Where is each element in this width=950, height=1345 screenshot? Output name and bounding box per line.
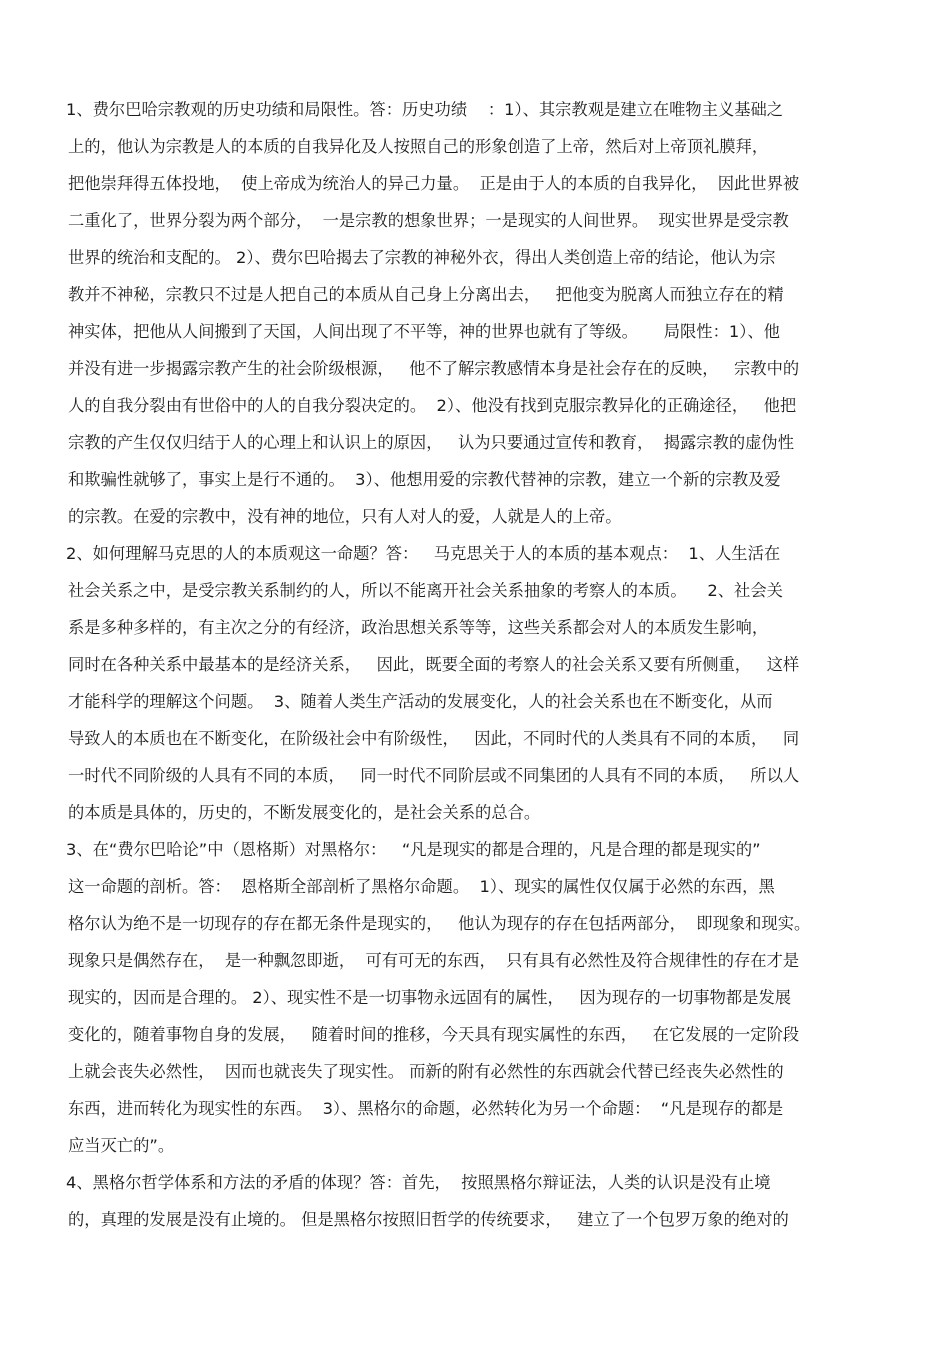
paragraph-1-line: 的宗教。在爱的宗教中，没有神的地位，只有人对人的爱，人就是人的上帝。 (68, 507, 622, 526)
paragraph-2-line: 社会关系之中，是受宗教关系制约的人，所以不能离开社会关系抽象的考察人的本质。 2、社会关 (68, 581, 783, 600)
paragraph-2-line: 才能科学的理解这个问题。 3、随着人类生产活动的发展变化，人的社会关系也在不断变化，从而 (68, 692, 773, 711)
paragraph-1-line: 人的自我分裂由有世俗中的人的自我分裂决定的。 2）、他没有找到克服宗教异化的正确途径， 他把 (68, 396, 797, 415)
paragraph-1-line: 二重化了，世界分裂为两个部分， 一是宗教的想象世界；一是现实的人间世界。 现实世界是受宗教 (68, 211, 789, 230)
paragraph-3-line: 格尔认为绝不是一切现存的存在都无条件是现实的， 他认为现存的存在包括两部分， 即现象和现实。 (68, 914, 811, 933)
paragraph-3-line: 3、在“费尔巴哈论”中（恩格斯）对黑格尔： “凡是现实的都是合理的，凡是合理的都是现实的” (66, 840, 761, 859)
paragraph-3-line: 现实的，因而是合理的。 2）、现实性不是一切事物永远固有的属性， 因为现存的一切事物都是发展 (68, 988, 792, 1007)
paragraph-2-line: 2、如何理解马克思的人的本质观这一命题？答： 马克思关于人的本质的基本观点： 1、人生活在 (66, 544, 781, 563)
paragraph-4-line: 的，真理的发展是没有止境的。 但是黑格尔按照旧哲学的传统要求， 建立了一个包罗万象的绝对的 (68, 1210, 789, 1229)
paragraph-1-line: 宗教的产生仅仅归结于人的心理上和认识上的原因， 认为只要通过宣传和教育， 揭露宗教的虚伪性 (68, 433, 794, 452)
paragraph-3-line: 变化的，随着事物自身的发展， 随着时间的推移，今天具有现实属性的东西， 在它发展的一定阶段 (68, 1025, 800, 1044)
paragraph-4-line: 4、黑格尔哲学体系和方法的矛盾的体现？答：首先， 按照黑格尔辩证法，人类的认识是没有止境 (66, 1173, 771, 1192)
paragraph-3-line: 东西，进而转化为现实性的东西。 3）、黑格尔的命题，必然转化为另一个命题： “凡是现存的都是 (68, 1099, 784, 1118)
paragraph-1-line: 世界的统治和支配的。 2）、费尔巴哈揭去了宗教的神秘外衣，得出人类创造上帝的结论，他认为宗 (68, 248, 776, 267)
paragraph-3-line: 现象只是偶然存在， 是一种飘忽即逝， 可有可无的东西， 只有具有必然性及符合规律性的存在才是 (68, 951, 800, 970)
paragraph-2-line: 的本质是具体的，历史的，不断发展变化的，是社会关系的总合。 (68, 803, 541, 822)
paragraph-3-line: 应当灭亡的”。 (68, 1136, 175, 1155)
paragraph-1-line: 把他崇拜得五体投地， 使上帝成为统治人的异己力量。 正是由于人的本质的自我异化， 因此世界被 (68, 174, 800, 193)
paragraph-2-line: 同时在各种关系中最基本的是经济关系， 因此，既要全面的考察人的社会关系又要有所侧重， 这样 (68, 655, 800, 674)
paragraph-1-line: 1、费尔巴哈宗教观的历史功绩和局限性。答：历史功绩 ：1）、其宗教观是建立在唯物主义基础之 (66, 100, 784, 119)
paragraph-2-line: 一时代不同阶级的人具有不同的本质， 同一时代不同阶层或不同集团的人具有不同的本质， 所以人 (68, 766, 800, 785)
paragraph-3-line: 上就会丧失必然性， 因而也就丧失了现实性。 而新的附有必然性的东西就会代替已经丧失必然性的 (68, 1062, 784, 1081)
paragraph-1-line: 上的，他认为宗教是人的本质的自我异化及人按照自己的形象创造了上帝，然后对上帝顶礼膜拜， (68, 137, 769, 156)
paragraph-1-line: 和欺骗性就够了，事实上是行不通的。 3）、他想用爱的宗教代替神的宗教，建立一个新的宗教及爱 (68, 470, 781, 489)
paragraph-1-line: 并没有进一步揭露宗教产生的社会阶级根源， 他不了解宗教感情本身是社会存在的反映， 宗教中的 (68, 359, 800, 378)
paragraph-1-line: 神实体，把他从人间搬到了天国，人间出现了不平等，神的世界也就有了等级。 局限性：1）、他 (68, 322, 780, 341)
paragraph-2-line: 导致人的本质也在不断变化，在阶级社会中有阶级性， 因此，不同时代的人类具有不同的本质， 同 (68, 729, 800, 748)
paragraph-3-line: 这一命题的剖析。答： 恩格斯全部剖析了黑格尔命题。 1）、现实的属性仅仅属于必然的东西，黑 (68, 877, 775, 896)
paragraph-1-line: 教并不神秘，宗教只不过是人把自己的本质从自己身上分离出去， 把他变为脱离人而独立存在的精 (68, 285, 784, 304)
paragraph-2-line: 系是多种多样的，有主次之分的有经济，政治思想关系等等，这些关系都会对人的本质发生影响， (68, 618, 769, 637)
